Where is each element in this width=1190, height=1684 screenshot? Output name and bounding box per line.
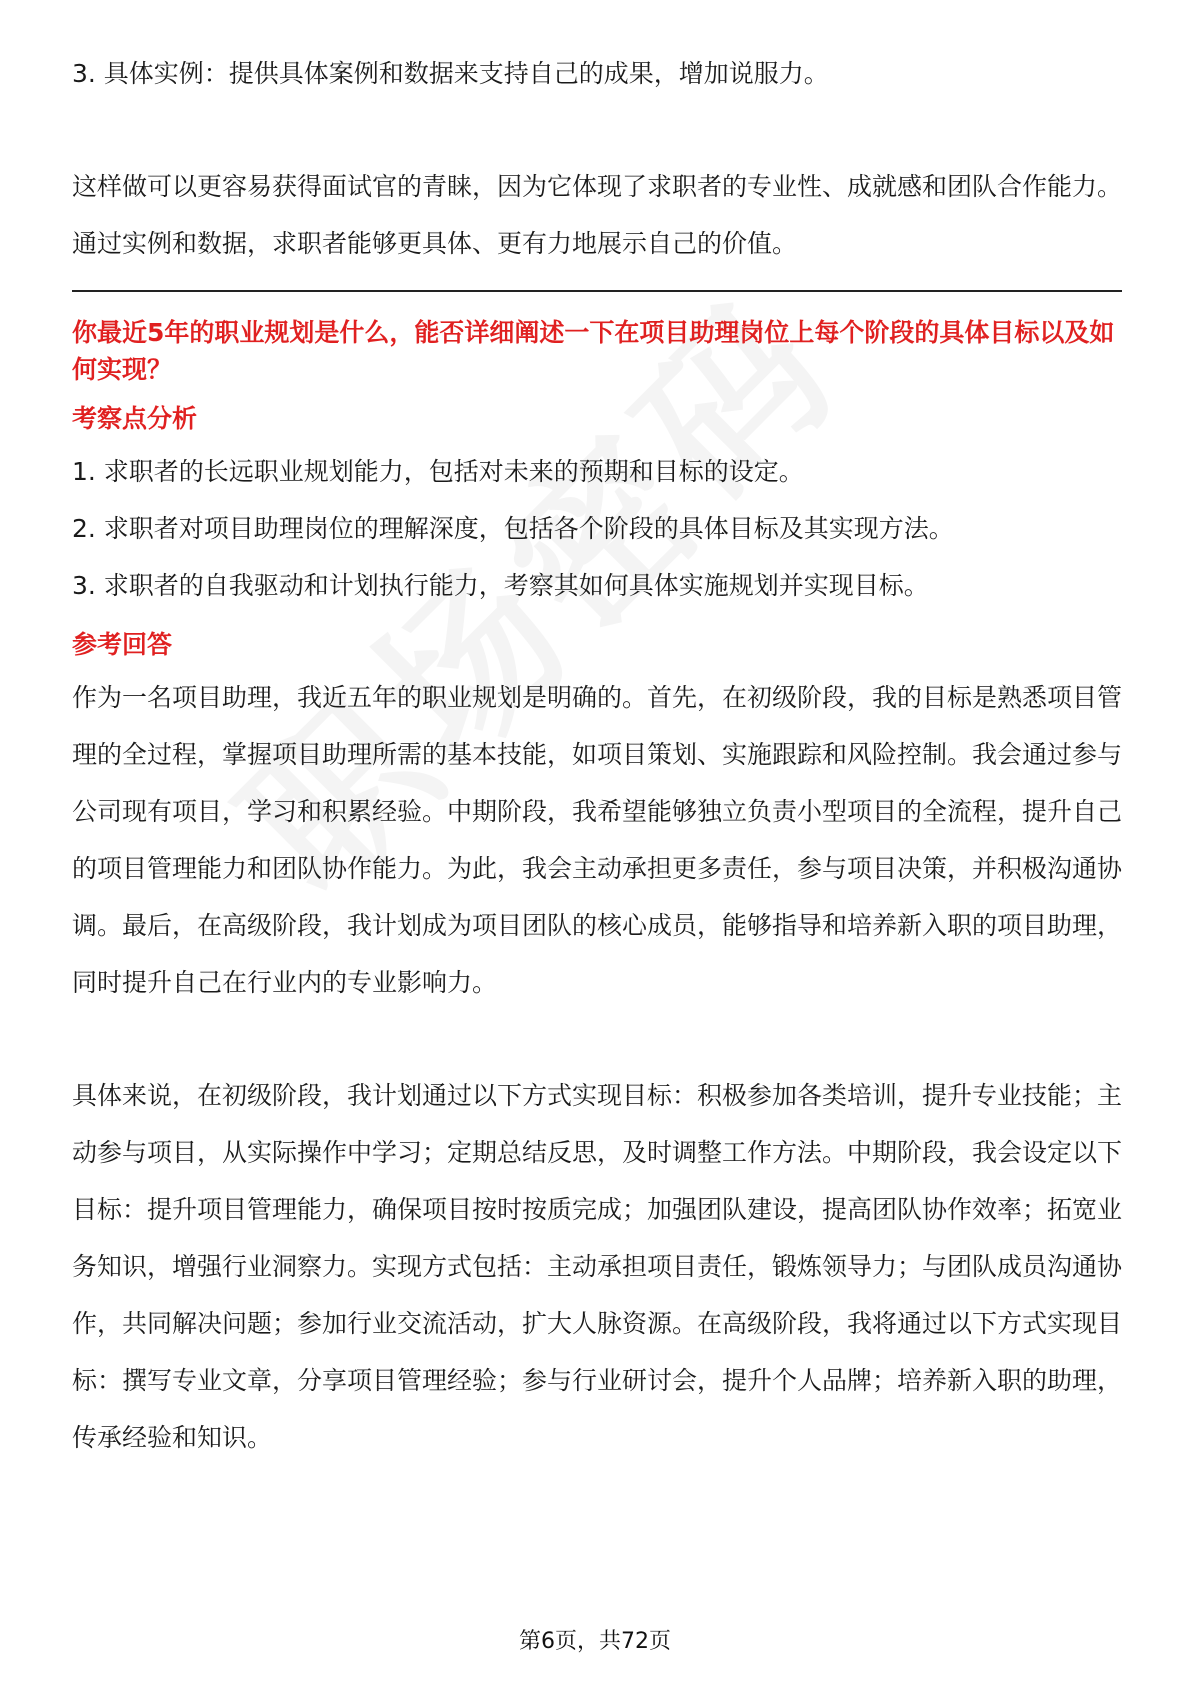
page-footer: 第6页，共72页 (519, 1629, 671, 1654)
question-title: 你最近5年的职业规划是什么，能否详细阐述一下在项目助理岗位上每个阶段的具体目标以及如何实现？ (72, 318, 1115, 384)
answer-paragraph: 具体来说，在初级阶段，我计划通过以下方式实现目标：积极参加各类培训，提升专业技能；主动参与项目，从实际操作中学习；定期总结反思，及时调整工作方法。中期阶段，我会设定以下目标：提升项目管理能力，确保项目按时按质完成；加强团队建设，提高团队协作效率；拓宽业务知识，增强行业洞察力。实现方式包括：主动承担项目责任，锻炼领导力；与团队成员沟通协作，共同解决问题；参加行业交流活动，扩大人脉资源。在高级阶段，我将通过以下方式实现目标：撰写专业文章，分享项目管理经验；参与行业研讨会，提升个人品牌；培养新入职的助理，传承经验和知识。 (72, 1081, 1123, 1452)
list-item-example: 3. 具体实例：提供具体案例和数据来支持自己的成果，增加说服力。 (72, 59, 829, 88)
analysis-item: 3. 求职者的自我驱动和计划执行能力，考察其如何具体实施规划并实现目标。 (72, 571, 929, 600)
summary-paragraph: 这样做可以更容易获得面试官的青睐，因为它体现了求职者的专业性、成就感和团队合作能力。通过实例和数据，求职者能够更具体、更有力地展示自己的价值。 (72, 172, 1123, 258)
analysis-item: 1. 求职者的长远职业规划能力，包括对未来的预期和目标的设定。 (72, 457, 804, 486)
analysis-heading: 考察点分析 (72, 404, 198, 433)
answer-paragraph: 作为一名项目助理，我近五年的职业规划是明确的。首先，在初级阶段，我的目标是熟悉项目管理的全过程，掌握项目助理所需的基本技能，如项目策划、实施跟踪和风险控制。我会通过参与公司现有项目，学习和积累经验。中期阶段，我希望能够独立负责小型项目的全流程，提升自己的项目管理能力和团队协作能力。为此，我会主动承担更多责任，参与项目决策，并积极沟通协调。最后，在高级阶段，我计划成为项目团队的核心成员，能够指导和培养新入职的项目助理，同时提升自己在行业内的专业影响力。 (72, 683, 1123, 997)
analysis-item: 2. 求职者对项目助理岗位的理解深度，包括各个阶段的具体目标及其实现方法。 (72, 514, 954, 543)
section-divider (72, 290, 1122, 292)
reference-heading: 参考回答 (72, 630, 173, 659)
page-content (72, 45, 1122, 1466)
